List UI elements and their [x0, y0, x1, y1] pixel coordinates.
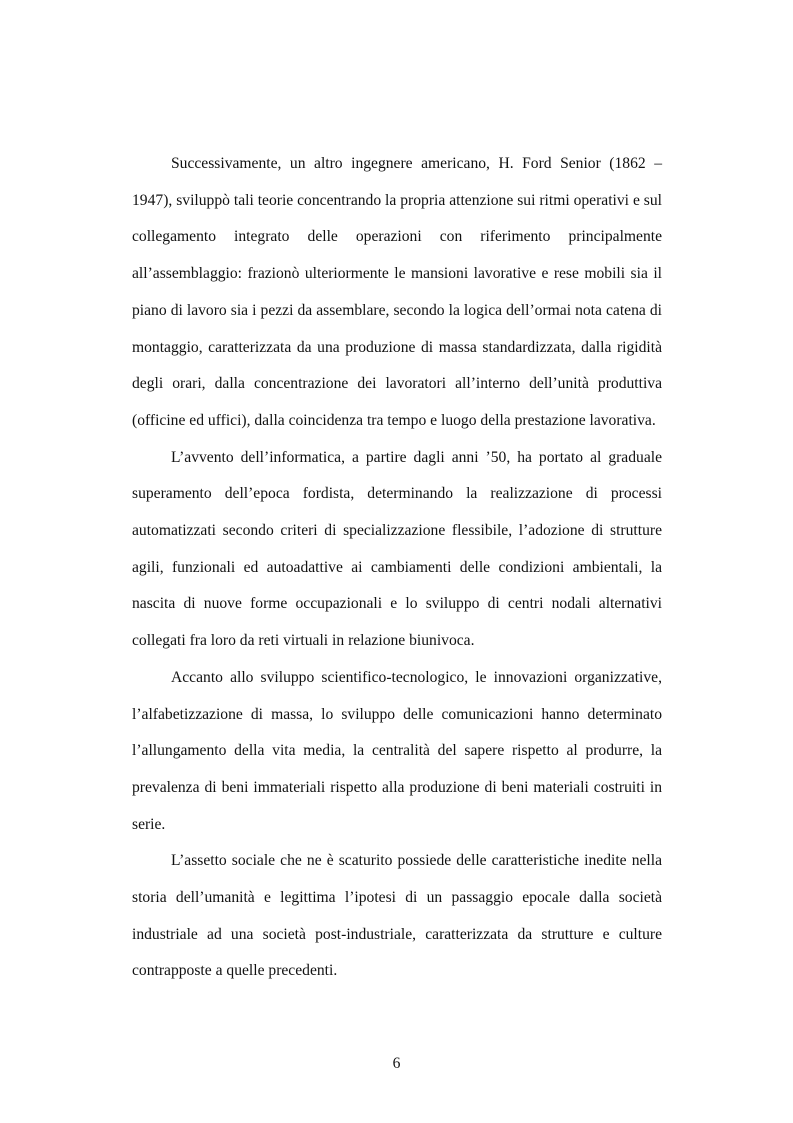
paragraph-informatica: L’avvento dell’informatica, a partire dagli anni ’50, ha portato al graduale superamento dell’epoca fordista, determinando la realizzazione di processi automatizzati secondo criteri di specializzazione flessibile, l’adozione di strutture agili, funzionali ed autoadattive ai cambiamenti delle condizioni ambientali, la nascita di nuove forme occupazionali e lo sviluppo di centri nodali alternativi collegati fra loro da reti virtuali in relazione biunivoca.	[132, 448, 662, 650]
body-text	[132, 146, 662, 990]
page-number: 6	[392, 1055, 401, 1072]
paragraph-ford: Successivamente, un altro ingegnere americano, H. Ford Senior (1862 – 1947), sviluppò tali teorie concentrando la propria attenzione sui ritmi operativi e sul collegamento integrato delle operazioni con riferimento principalmente all’assemblaggio: frazionò ulteriormente le mansioni lavorative e rese mobili sia il piano di lavoro sia i pezzi da assemblare, secondo la logica dell’ormai nota catena di montaggio, caratterizzata da una produzione di massa standardizzata, dalla rigidità degli orari, dalla concentrazione dei lavoratori all’interno dell’unità produttiva (officine ed uffici), dalla coincidenza tra tempo e luogo della prestazione lavorativa.	[132, 155, 662, 429]
paragraph-assetto-sociale: L’assetto sociale che ne è scaturito possiede delle caratteristiche inedite nella storia dell’umanità e legittima l’ipotesi di un passaggio epocale dalla società industriale ad una società post-industriale, caratterizzata da strutture e culture contrapposte a quelle precedenti.	[132, 852, 662, 980]
paragraph-sviluppo: Accanto allo sviluppo scientifico-tecnologico, le innovazioni organizzative, l’alfabetizzazione di massa, lo sviluppo delle comunicazioni hanno determinato l’allungamento della vita media, la centralità del sapere rispetto al produrre, la prevalenza di beni immateriali rispetto alla produzione di beni materiali costruiti in serie.	[132, 668, 662, 833]
